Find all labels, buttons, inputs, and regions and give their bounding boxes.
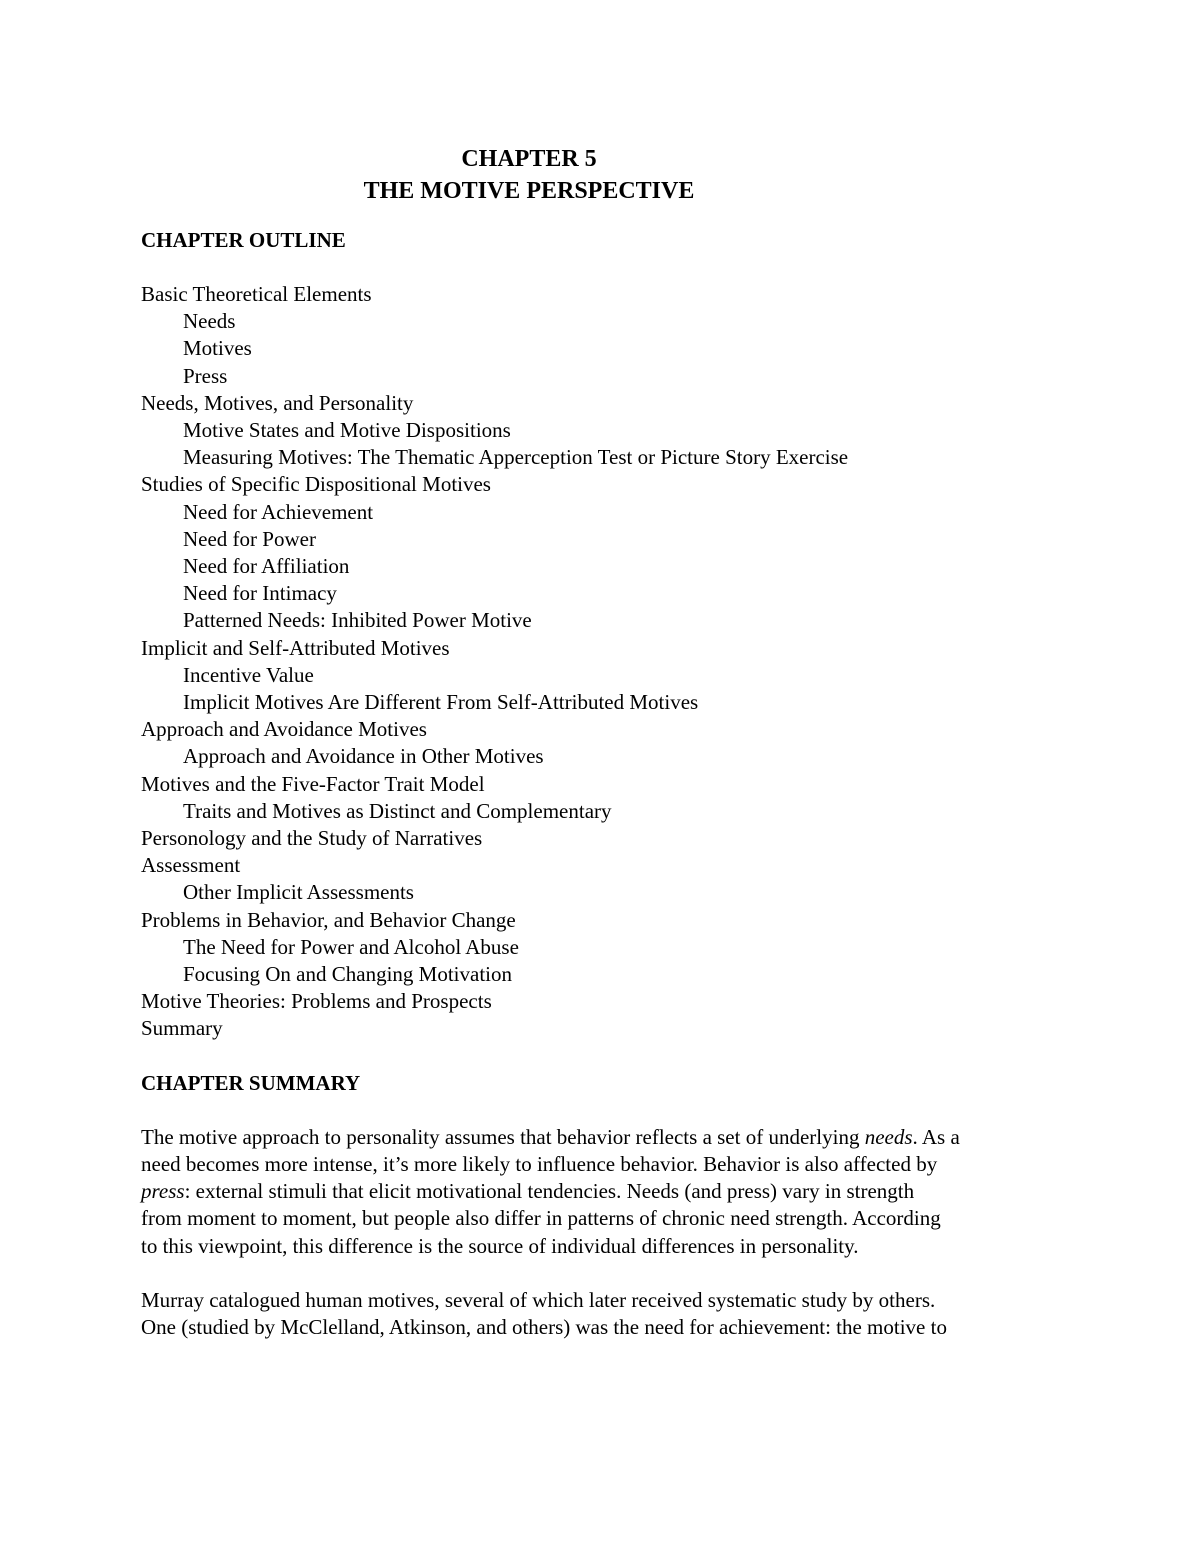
outline-subitem: Needs xyxy=(183,309,236,334)
summary-p1-line-2: need becomes more intense, it’s more likely to influence behavior. Behavior is also affected by xyxy=(141,1151,938,1176)
outline-item: Problems in Behavior, and Behavior Change xyxy=(141,907,516,932)
outline-subitem: The Need for Power and Alcohol Abuse xyxy=(183,934,519,959)
outline-subitem: Motive States and Motive Dispositions xyxy=(183,418,511,443)
outline-item: Implicit and Self-Attributed Motives xyxy=(141,635,450,660)
summary-paragraph-2 xyxy=(141,1287,1071,1341)
outline-subitem: Need for Power xyxy=(183,526,316,551)
outline-item: Personology and the Study of Narratives xyxy=(141,826,483,851)
summary-heading: CHAPTER SUMMARY xyxy=(141,1070,361,1095)
outline-subitem: Need for Achievement xyxy=(183,499,374,524)
outline-subitem: Incentive Value xyxy=(183,662,314,687)
emphasis-press: press xyxy=(141,1179,185,1204)
summary-p1-line-1: The motive approach to personality assumes that behavior reflects a set of underlying needs. As a xyxy=(141,1124,960,1149)
chapter-outline-list xyxy=(141,281,1071,1043)
summary-p1-line-3: press: external stimuli that elicit motivational tendencies. Needs (and press) vary in strength xyxy=(141,1179,915,1204)
outline-item: Basic Theoretical Elements xyxy=(141,282,372,306)
outline-item: Approach and Avoidance Motives xyxy=(141,717,427,742)
summary-p2-line-1: Murray catalogued human motives, several of which later received systematic study by others. xyxy=(141,1287,936,1312)
chapter-number: CHAPTER 5 xyxy=(461,146,597,172)
outline-subitem: Press xyxy=(183,363,228,388)
outline-item: Needs, Motives, and Personality xyxy=(141,390,414,415)
outline-item: Studies of Specific Dispositional Motives xyxy=(141,472,491,497)
outline-item: Motives and the Five-Factor Trait Model xyxy=(141,771,485,796)
outline-subitem: Approach and Avoidance in Other Motives xyxy=(183,744,544,769)
outline-subitem: Other Implicit Assessments xyxy=(183,880,414,905)
summary-p1-line-4: from moment to moment, but people also differ in patterns of chronic need strength. According xyxy=(141,1206,941,1231)
document-page xyxy=(141,143,1071,1341)
outline-subitem: Need for Intimacy xyxy=(183,581,337,606)
emphasis-needs: needs xyxy=(864,1124,913,1149)
outline-subitem: Measuring Motives: The Thematic Apperception Test or Picture Story Exercise xyxy=(183,445,849,470)
summary-p2-line-2: One (studied by McClelland, Atkinson, and others) was the need for achievement: the motive to xyxy=(141,1314,947,1339)
outline-subitem: Implicit Motives Are Different From Self-Attributed Motives xyxy=(183,690,699,715)
outline-subitem: Patterned Needs: Inhibited Power Motive xyxy=(183,608,532,633)
summary-paragraph-1 xyxy=(141,1124,1071,1260)
outline-subitem: Traits and Motives as Distinct and Complementary xyxy=(183,798,612,823)
summary-p1-line-5: to this viewpoint, this difference is the source of individual differences in personality. xyxy=(141,1233,859,1258)
outline-subitem: Need for Affiliation xyxy=(183,554,350,579)
outline-subitem: Motives xyxy=(183,336,252,361)
outline-item: Summary xyxy=(141,1016,223,1041)
outline-heading: CHAPTER OUTLINE xyxy=(141,228,346,252)
outline-item: Assessment xyxy=(141,853,241,878)
outline-subitem: Focusing On and Changing Motivation xyxy=(183,962,512,987)
outline-item: Motive Theories: Problems and Prospects xyxy=(141,989,492,1014)
chapter-title: THE MOTIVE PERSPECTIVE xyxy=(363,178,695,204)
